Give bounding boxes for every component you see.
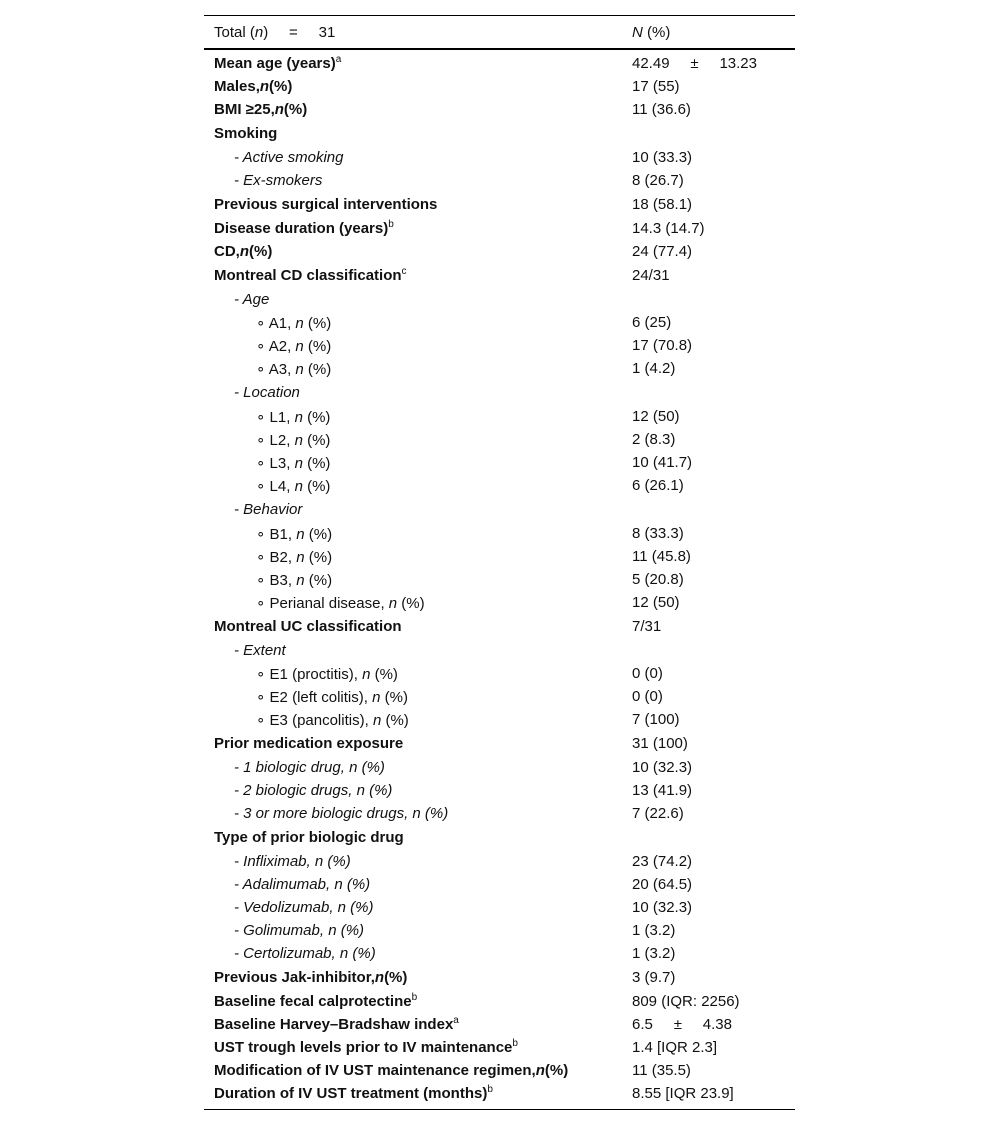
row-label: - Golimumab, n (%) [234, 922, 365, 939]
row-label: - Location [234, 384, 300, 401]
table-row [204, 802, 795, 825]
table-row [204, 122, 795, 146]
row-value: 11 (35.5) [632, 1062, 691, 1079]
table-body [204, 50, 795, 1109]
row-label: - Extent [234, 642, 286, 659]
row-label: ∘ A2, n (%) [256, 338, 332, 355]
row-label: - Behavior [234, 501, 303, 518]
row-label: Mean age (years)$^a$ [214, 54, 342, 72]
row-value: 1 (3.2) [632, 945, 676, 962]
row-value: 7 (22.6) [632, 805, 684, 822]
row-label: Montreal UC classification [214, 618, 402, 635]
row-value: 14.3 (14.7) [632, 220, 705, 237]
row-value: 12 (50) [632, 594, 680, 611]
table-row [204, 732, 795, 756]
row-label: ∘ L4, n (%) [256, 478, 331, 495]
table-row [204, 1082, 795, 1105]
row-value: 8 (33.3) [632, 525, 684, 542]
row-value: 18 (58.1) [632, 196, 693, 213]
row-label: ∘ L3, n (%) [256, 455, 331, 472]
row-label: - 3 or more biologic drugs, n (%) [234, 805, 449, 822]
row-value: 2 (8.3) [632, 431, 676, 448]
table-row [204, 98, 795, 121]
row-value: 1.4 [IQR 2.3] [632, 1039, 718, 1056]
table-row [204, 311, 795, 334]
row-label: - 1 biologic drug, n (%) [234, 759, 385, 776]
table-row [204, 708, 795, 731]
row-label: ∘ E1 (proctitis), n (%) [256, 666, 398, 683]
row-value: 10 (32.3) [632, 759, 693, 776]
table-row [204, 942, 795, 965]
row-value: 17 (70.8) [632, 337, 693, 354]
column-header-n-percent: N (%) [632, 24, 671, 41]
table-row [204, 545, 795, 568]
table-row [204, 52, 795, 75]
row-value: 809 (IQR: 2256) [632, 993, 740, 1010]
table-row [204, 1013, 795, 1036]
row-label: Duration of IV UST treatment (months)$^b$ [214, 1084, 493, 1102]
row-label: ∘ Perianal disease, n (%) [256, 595, 425, 612]
row-value: 20 (64.5) [632, 876, 693, 893]
row-label: - Adalimumab, n (%) [234, 876, 371, 893]
table-row [204, 756, 795, 779]
table-row [204, 240, 795, 263]
table-row [204, 826, 795, 850]
table-row [204, 451, 795, 474]
row-label: ∘ E2 (left colitis), n (%) [256, 689, 408, 706]
table-row [204, 217, 795, 240]
row-label: - Active smoking [234, 149, 344, 166]
table-row [204, 896, 795, 919]
table-row [204, 662, 795, 685]
row-label: Prior medication exposure [214, 735, 404, 752]
table-row [204, 288, 795, 311]
row-value: 6 (26.1) [632, 477, 684, 494]
table-header [204, 16, 795, 50]
row-value: 10 (32.3) [632, 899, 693, 916]
table-row [204, 169, 795, 192]
row-value: 31 (100) [632, 735, 688, 752]
row-value: 23 (74.2) [632, 853, 693, 870]
row-value: 7/31 [632, 618, 662, 635]
row-value: 24/31 [632, 267, 670, 284]
table-row [204, 779, 795, 802]
row-label: Baseline fecal calprotectine$^b$ [214, 992, 418, 1010]
table-row [204, 591, 795, 614]
row-value: 13 (41.9) [632, 782, 693, 799]
row-value: 11 (45.8) [632, 548, 691, 565]
row-label: Baseline Harvey–Bradshaw index$^a$ [214, 1015, 459, 1033]
row-label: Previous Jak-inhibitor,n(%) [214, 969, 408, 986]
table-row [204, 264, 795, 288]
row-label: ∘ B3, n (%) [256, 572, 333, 589]
table-row [204, 357, 795, 380]
row-value: 5 (20.8) [632, 571, 684, 588]
row-label: - Infliximab, n (%) [234, 853, 351, 870]
row-value: 11 (36.6) [632, 101, 691, 118]
row-label: ∘ A1, n (%) [256, 315, 332, 332]
row-value: 6.5 ± 4.38 [632, 1016, 732, 1033]
table-row [204, 568, 795, 591]
table-row [204, 685, 795, 708]
row-label: - Vedolizumab, n (%) [234, 899, 374, 916]
table-row [204, 639, 795, 662]
table-row [204, 498, 795, 522]
row-label: - Age [234, 291, 270, 308]
table-row [204, 990, 795, 1013]
row-label: Disease duration (years)$^b$ [214, 219, 394, 237]
row-label: ∘ B2, n (%) [256, 549, 333, 566]
row-label: ∘ A3, n (%) [256, 361, 332, 378]
total-label [214, 24, 335, 41]
row-label: ∘ E3 (pancolitis), n (%) [256, 712, 409, 729]
table-row [204, 334, 795, 357]
table-row [204, 193, 795, 217]
table-row [204, 615, 795, 639]
table-row [204, 850, 795, 873]
row-label: - Ex-smokers [234, 172, 323, 189]
row-value: 24 (77.4) [632, 243, 693, 260]
row-label: Previous surgical interventions [214, 196, 438, 213]
row-label: Males,n(%) [214, 78, 293, 95]
row-value: 12 (50) [632, 408, 680, 425]
row-label: Type of prior biologic drug [214, 829, 404, 846]
table-row [204, 1059, 795, 1082]
row-value: 1 (4.2) [632, 360, 676, 377]
row-value: 3 (9.7) [632, 969, 676, 986]
row-value: 8.55 [IQR 23.9] [632, 1085, 734, 1102]
table-row [204, 428, 795, 451]
row-label: Modification of IV UST maintenance regimen,n(%) [214, 1062, 569, 1079]
table-row [204, 1036, 795, 1059]
row-value: 10 (33.3) [632, 149, 693, 166]
row-label: - 2 biologic drugs, n (%) [234, 782, 393, 799]
data-table [204, 15, 795, 1110]
row-label: - Certolizumab, n (%) [234, 945, 376, 962]
row-label: UST trough levels prior to IV maintenance$^b$ [214, 1038, 518, 1056]
row-label: ∘ B1, n (%) [256, 526, 333, 543]
row-label: CD,n(%) [214, 243, 273, 260]
table-row [204, 966, 795, 990]
row-value: 8 (26.7) [632, 172, 684, 189]
table-row [204, 873, 795, 896]
row-value: 42.49 ± 13.23 [632, 55, 757, 72]
total-value: 31 [318, 24, 336, 41]
table-row [204, 405, 795, 428]
row-label: Montreal CD classification$^c$ [214, 266, 407, 284]
row-label: Smoking [214, 125, 278, 142]
row-label: ∘ L1, n (%) [256, 409, 331, 426]
row-value: 6 (25) [632, 314, 672, 331]
equals-sign: = [289, 24, 298, 41]
row-value: 10 (41.7) [632, 454, 693, 471]
table-row [204, 381, 795, 405]
row-value: 0 (0) [632, 688, 663, 705]
row-value: 7 (100) [632, 711, 680, 728]
row-value: 0 (0) [632, 665, 663, 682]
row-label: BMI ≥25,n(%) [214, 101, 308, 118]
row-value: 17 (55) [632, 78, 680, 95]
table-row [204, 75, 795, 98]
table-row [204, 146, 795, 169]
row-label: ∘ L2, n (%) [256, 432, 331, 449]
row-value: 1 (3.2) [632, 922, 676, 939]
table-row [204, 474, 795, 497]
table-row [204, 919, 795, 942]
table-row [204, 522, 795, 545]
total-text: Total (n) [214, 24, 269, 41]
